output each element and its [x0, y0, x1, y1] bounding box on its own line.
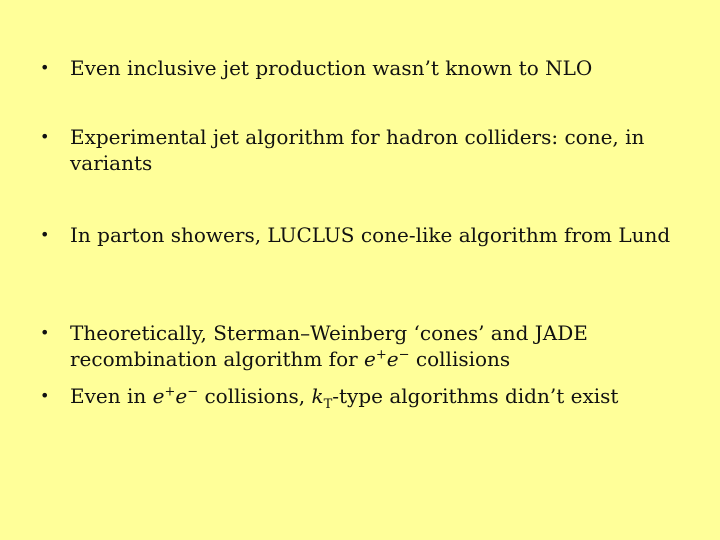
bullet-dot-icon: •	[40, 127, 50, 146]
bullet-dot-icon: •	[40, 386, 50, 405]
bullet-text-part: Even in	[70, 384, 153, 408]
bullet-item-3	[40, 222, 680, 248]
bullet-item-2	[40, 124, 680, 176]
bullet-text: Even inclusive jet production wasn’t known to NLO	[70, 56, 593, 80]
math-e: e	[175, 384, 188, 408]
math-superscript-minus: −	[398, 347, 410, 363]
math-superscript-plus: +	[164, 384, 176, 400]
math-superscript-minus: −	[187, 384, 199, 400]
bullet-text-part: -type algorithms didn’t exist	[332, 384, 619, 408]
bullet-text	[70, 320, 680, 372]
bullet-item-1	[40, 55, 680, 81]
bullet-item-4	[40, 320, 680, 372]
bullet-dot-icon: •	[40, 225, 50, 244]
bullet-text	[70, 383, 680, 412]
math-superscript-plus: +	[375, 347, 387, 363]
math-e: e	[364, 347, 376, 371]
math-e: e	[152, 384, 165, 408]
bullet-dot-icon: •	[40, 58, 50, 77]
bullet-text: Experimental jet algorithm for hadron colliders: cone, in variants	[70, 125, 645, 175]
bullet-dot-icon: •	[40, 323, 50, 342]
math-subscript-t: T	[323, 397, 333, 412]
bullet-text-part: collisions	[409, 347, 511, 371]
bullet-item-5	[40, 383, 680, 412]
bullet-text-part: Theoretically, Sterman–Weinberg ‘cones’ and JADE recombination algorithm for	[70, 321, 588, 371]
math-k: k	[311, 384, 324, 408]
bullet-text: In parton showers, LUCLUS cone-like algorithm from Lund	[70, 223, 671, 247]
math-e: e	[386, 347, 399, 371]
bullet-text-part: collisions,	[198, 384, 312, 408]
